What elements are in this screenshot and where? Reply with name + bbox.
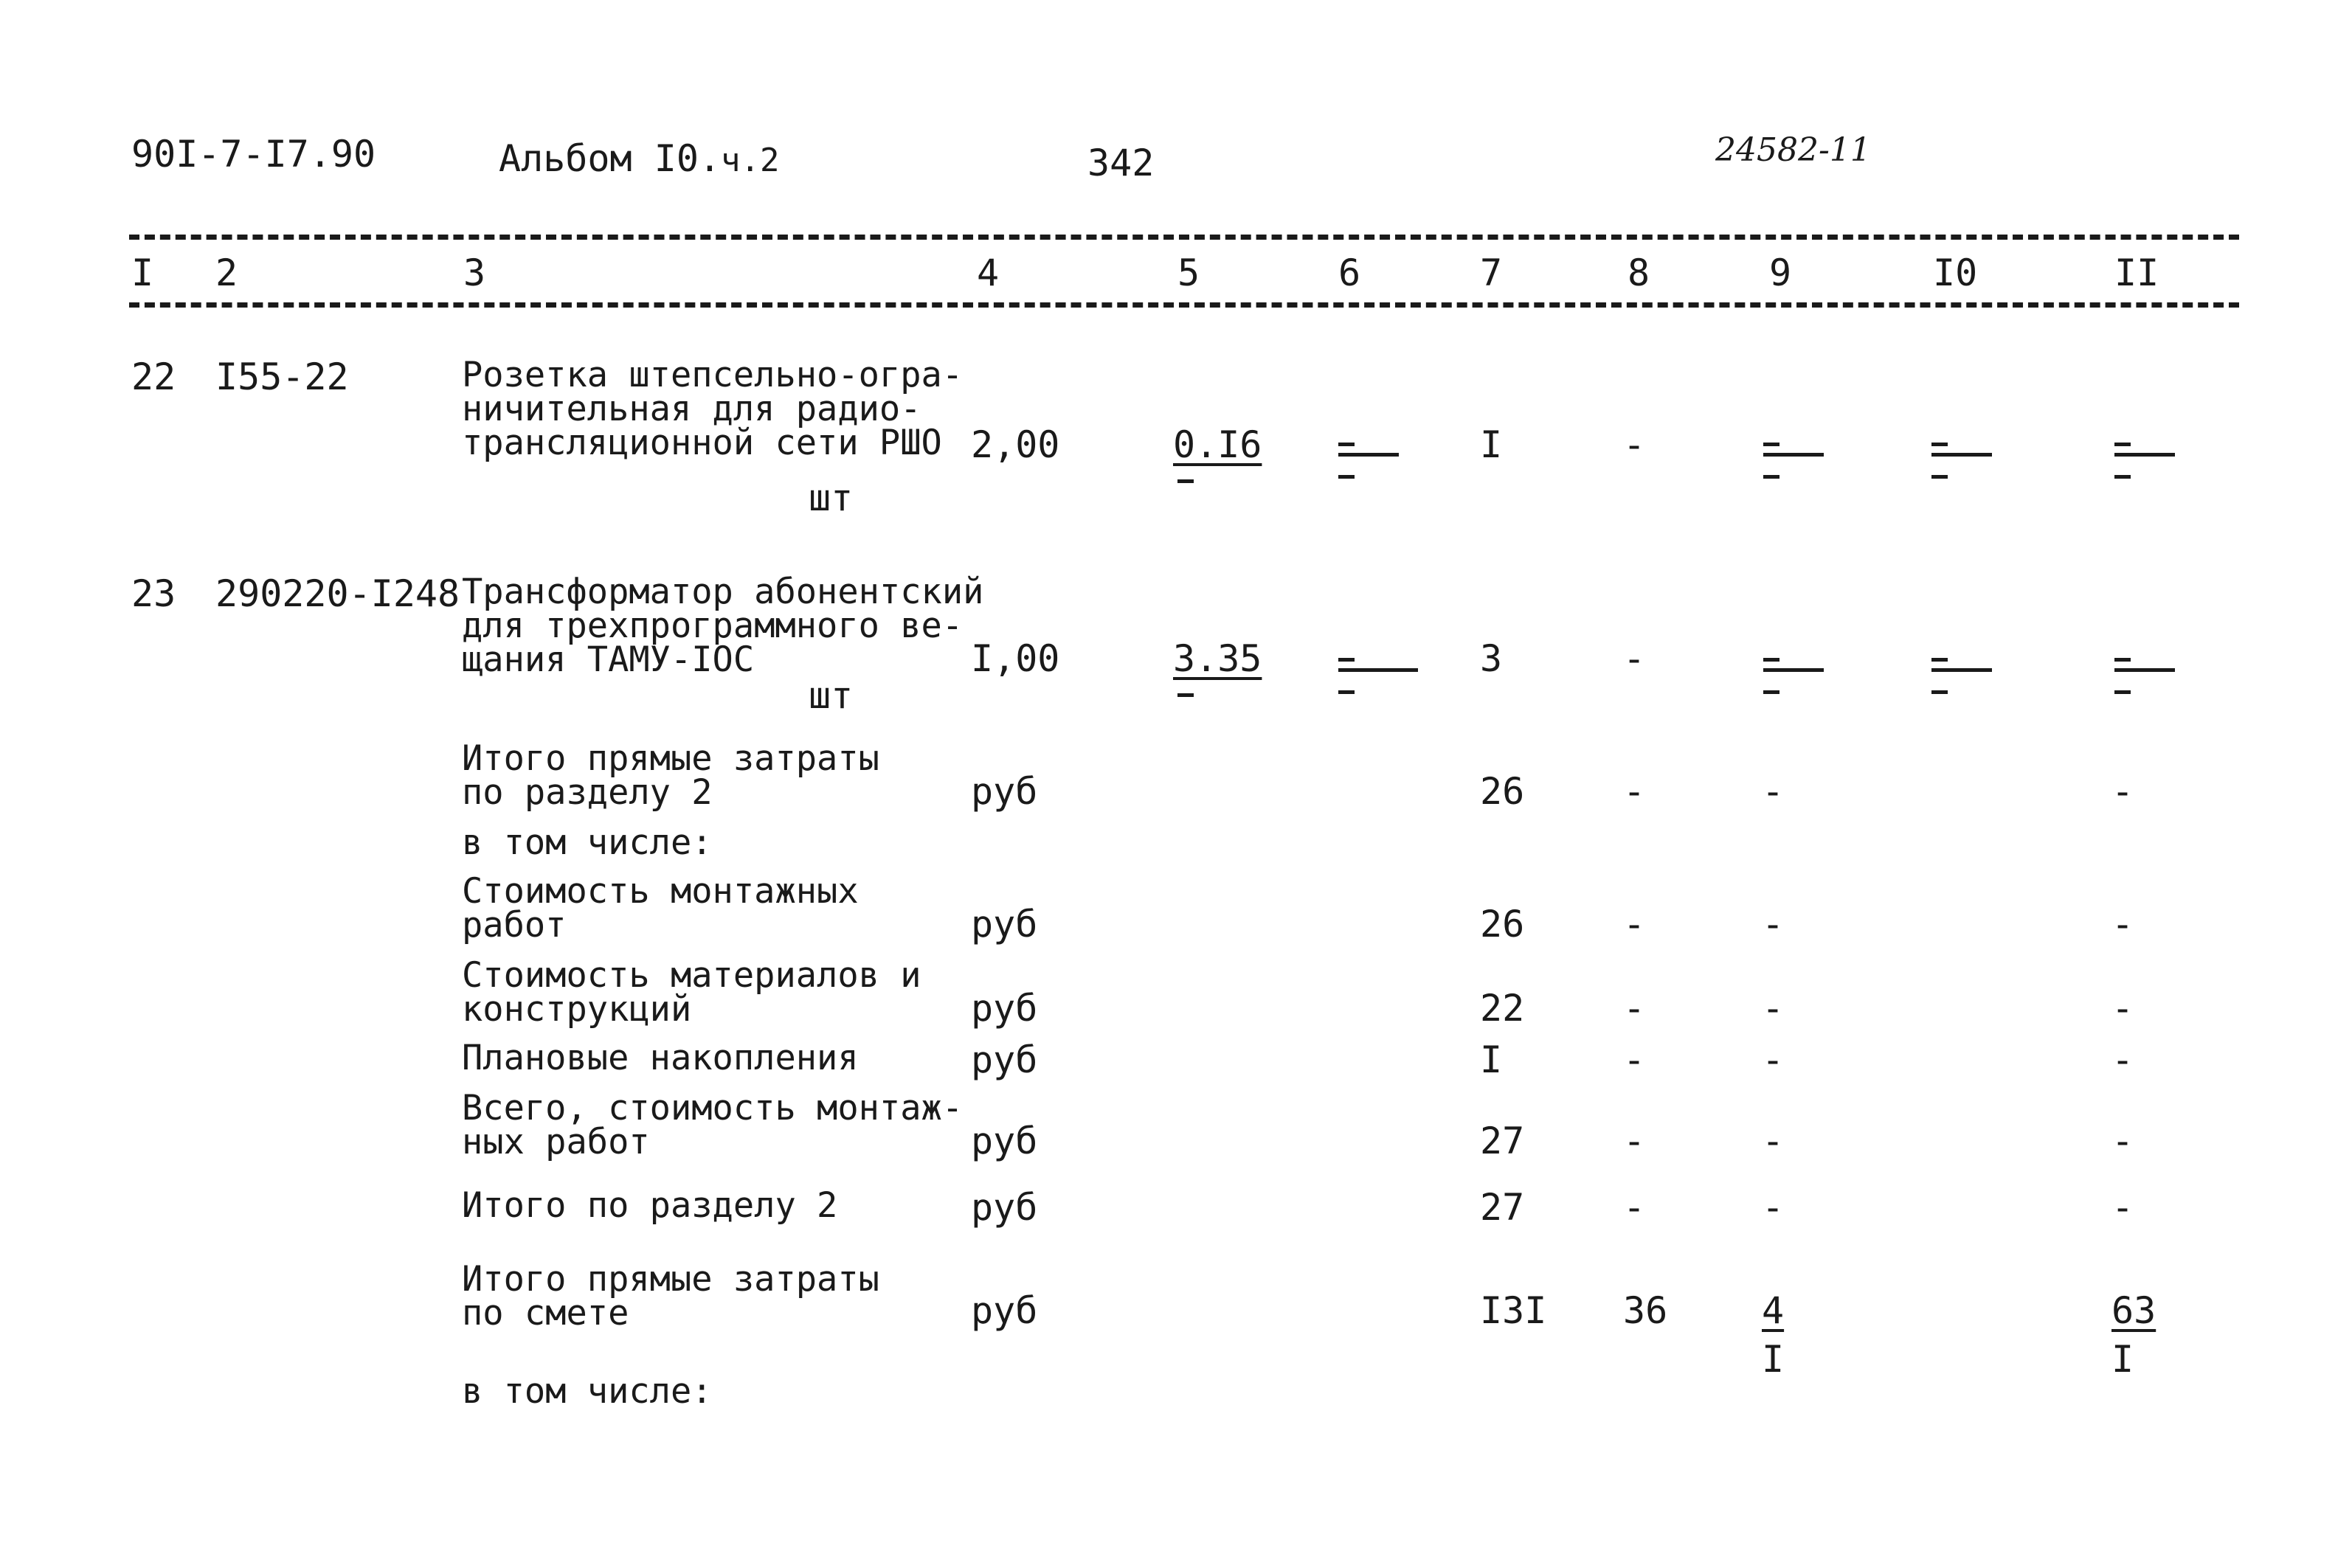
row-23-desc-line3: щания ТАМУ-IOC bbox=[462, 639, 755, 680]
summary-4-col11: - bbox=[2111, 1038, 2134, 1081]
summary-7-line1: Итого прямые затраты bbox=[462, 1259, 879, 1300]
row-22-desc-line2: ничительная для радио- bbox=[462, 389, 921, 429]
summary-total-installation-label bbox=[462, 1088, 964, 1162]
summary-installation-cost-label bbox=[462, 871, 859, 946]
header-rule-top bbox=[129, 235, 2239, 240]
summary-7-col11-bottom: I bbox=[2111, 1338, 2134, 1381]
row-23-number: 23 bbox=[131, 572, 176, 615]
summary-5-col7: 27 bbox=[1480, 1120, 1525, 1162]
summary-7-line2: по смете bbox=[462, 1293, 629, 1333]
row-23-col10-ditto-icon bbox=[1931, 658, 1976, 687]
row-22-col8: - bbox=[1623, 423, 1646, 466]
summary-5-col8: - bbox=[1623, 1120, 1646, 1162]
row-23-price-subdash bbox=[1177, 693, 1194, 697]
summary-3-col8: - bbox=[1623, 987, 1646, 1030]
summary-2-line2: работ bbox=[462, 905, 567, 946]
summary-3-unit: руб bbox=[971, 987, 1038, 1030]
summary-6-col7: 27 bbox=[1480, 1186, 1525, 1229]
col-header-8: 8 bbox=[1628, 251, 1650, 294]
row-23-desc bbox=[462, 572, 984, 680]
summary-5-unit: руб bbox=[971, 1120, 1038, 1162]
album-label bbox=[499, 137, 780, 180]
page-number: 342 bbox=[1087, 142, 1155, 184]
summary-5-col9: - bbox=[1762, 1120, 1785, 1162]
row-23-col8: - bbox=[1623, 637, 1646, 680]
summary-0-col8: - bbox=[1623, 770, 1646, 813]
summary-3-col11: - bbox=[2111, 987, 2134, 1030]
summary-planned-savings-label bbox=[462, 1038, 859, 1078]
row-22-number: 22 bbox=[131, 355, 176, 398]
col-header-5: 5 bbox=[1177, 251, 1200, 294]
col-header-4: 4 bbox=[977, 251, 1000, 294]
summary-0-line1: Итого прямые затраты bbox=[462, 738, 879, 779]
row-22-desc-line1: Розетка штепсельно-огра- bbox=[462, 355, 964, 395]
summary-6-col11: - bbox=[2111, 1186, 2134, 1229]
col-header-2: 2 bbox=[215, 251, 238, 294]
row-22-price: 0.I6 bbox=[1173, 423, 1262, 466]
summary-direct-costs-section2-label bbox=[462, 738, 879, 813]
summary-5-line2: ных работ bbox=[462, 1122, 650, 1162]
row-23-qty: I,00 bbox=[971, 637, 1060, 680]
col-header-10: I0 bbox=[1933, 251, 1978, 294]
summary-2-col9: - bbox=[1762, 903, 1785, 946]
summary-8-line1: в том числе: bbox=[462, 1371, 713, 1412]
summary-7-col8: 36 bbox=[1623, 1289, 1668, 1332]
row-22-unit: шт bbox=[809, 476, 854, 519]
summary-1-line1: в том числе: bbox=[462, 822, 713, 863]
summary-4-unit: руб bbox=[971, 1038, 1038, 1081]
summary-6-col8: - bbox=[1623, 1186, 1646, 1229]
row-22-price-subdash bbox=[1177, 479, 1194, 483]
row-22-col7: I bbox=[1480, 423, 1503, 466]
summary-0-col9: - bbox=[1762, 770, 1785, 813]
row-22-col10-ditto-icon bbox=[1931, 443, 1976, 472]
row-22-desc-line3: трансляционной сети РШО bbox=[462, 423, 942, 463]
col-header-3: 3 bbox=[463, 251, 486, 294]
summary-2-col11: - bbox=[2111, 903, 2134, 946]
col-header-11: II bbox=[2114, 251, 2159, 294]
summary-7-col11-top: 63 bbox=[2111, 1289, 2156, 1332]
summary-estimate-direct-costs-label bbox=[462, 1259, 879, 1333]
summary-2-unit: руб bbox=[971, 903, 1038, 946]
album-name: Альбом I0. bbox=[499, 137, 722, 180]
summary-6-line1: Итого по разделу 2 bbox=[462, 1185, 838, 1226]
summary-0-line2: по разделу 2 bbox=[462, 772, 713, 813]
row-22-col6-ditto-icon bbox=[1338, 443, 1383, 472]
summary-0-col11: - bbox=[2111, 770, 2134, 813]
row-23-code: 290220-I248 bbox=[215, 572, 460, 615]
row-23-col11-ditto-icon bbox=[2114, 658, 2159, 687]
archive-number: 24582-11 bbox=[1715, 131, 1871, 169]
row-23-col9-ditto-icon bbox=[1763, 658, 1808, 687]
summary-3-line1: Стоимость материалов и bbox=[462, 955, 921, 996]
row-23-price: 3.35 bbox=[1173, 637, 1262, 680]
row-23-col6-ditto-icon bbox=[1338, 658, 1383, 687]
summary-7-unit: руб bbox=[971, 1289, 1038, 1332]
summary-5-line1: Всего, стоимость монтаж- bbox=[462, 1088, 964, 1128]
summary-6-col9: - bbox=[1762, 1186, 1785, 1229]
summary-including-label-2 bbox=[462, 1371, 713, 1412]
summary-3-col9: - bbox=[1762, 987, 1785, 1030]
summary-6-unit: руб bbox=[971, 1186, 1038, 1229]
doc-code: 90I-7-I7.90 bbox=[131, 133, 376, 176]
album-part: ч.2 bbox=[721, 142, 780, 179]
row-22-desc bbox=[462, 355, 964, 463]
row-23-desc-line2: для трехпрограммного ве- bbox=[462, 606, 964, 646]
summary-7-col9-top: 4 bbox=[1762, 1289, 1785, 1332]
summary-7-col7: I3I bbox=[1480, 1289, 1547, 1332]
row-22-code: I55-22 bbox=[215, 355, 349, 398]
col-header-1: I bbox=[131, 251, 154, 294]
summary-2-col7: 26 bbox=[1480, 903, 1525, 946]
row-23-col7: 3 bbox=[1480, 637, 1503, 680]
row-22-qty: 2,00 bbox=[971, 423, 1060, 466]
summary-4-line1: Плановые накопления bbox=[462, 1038, 859, 1078]
row-22-col9-ditto-icon bbox=[1763, 443, 1808, 472]
col-header-6: 6 bbox=[1338, 251, 1361, 294]
col-header-9: 9 bbox=[1769, 251, 1792, 294]
summary-section2-total-label bbox=[462, 1185, 838, 1226]
summary-4-col8: - bbox=[1623, 1038, 1646, 1081]
summary-4-col7: I bbox=[1480, 1038, 1503, 1081]
summary-0-col7: 26 bbox=[1480, 770, 1525, 813]
summary-3-col7: 22 bbox=[1480, 987, 1525, 1030]
row-23-desc-line1: Трансформатор абонентский bbox=[462, 572, 984, 612]
summary-5-col11: - bbox=[2111, 1120, 2134, 1162]
summary-2-col8: - bbox=[1623, 903, 1646, 946]
summary-0-unit: руб bbox=[971, 770, 1038, 813]
row-23-unit: шт bbox=[809, 674, 854, 717]
summary-7-col9-bottom: I bbox=[1762, 1338, 1785, 1381]
summary-4-col9: - bbox=[1762, 1038, 1785, 1081]
header-rule-bottom bbox=[129, 302, 2239, 308]
row-22-col11-ditto-icon bbox=[2114, 443, 2159, 472]
summary-including-label bbox=[462, 822, 713, 863]
col-header-7: 7 bbox=[1480, 251, 1503, 294]
summary-materials-cost-label bbox=[462, 955, 921, 1030]
summary-3-line2: конструкций bbox=[462, 989, 692, 1030]
summary-2-line1: Стоимость монтажных bbox=[462, 871, 859, 912]
